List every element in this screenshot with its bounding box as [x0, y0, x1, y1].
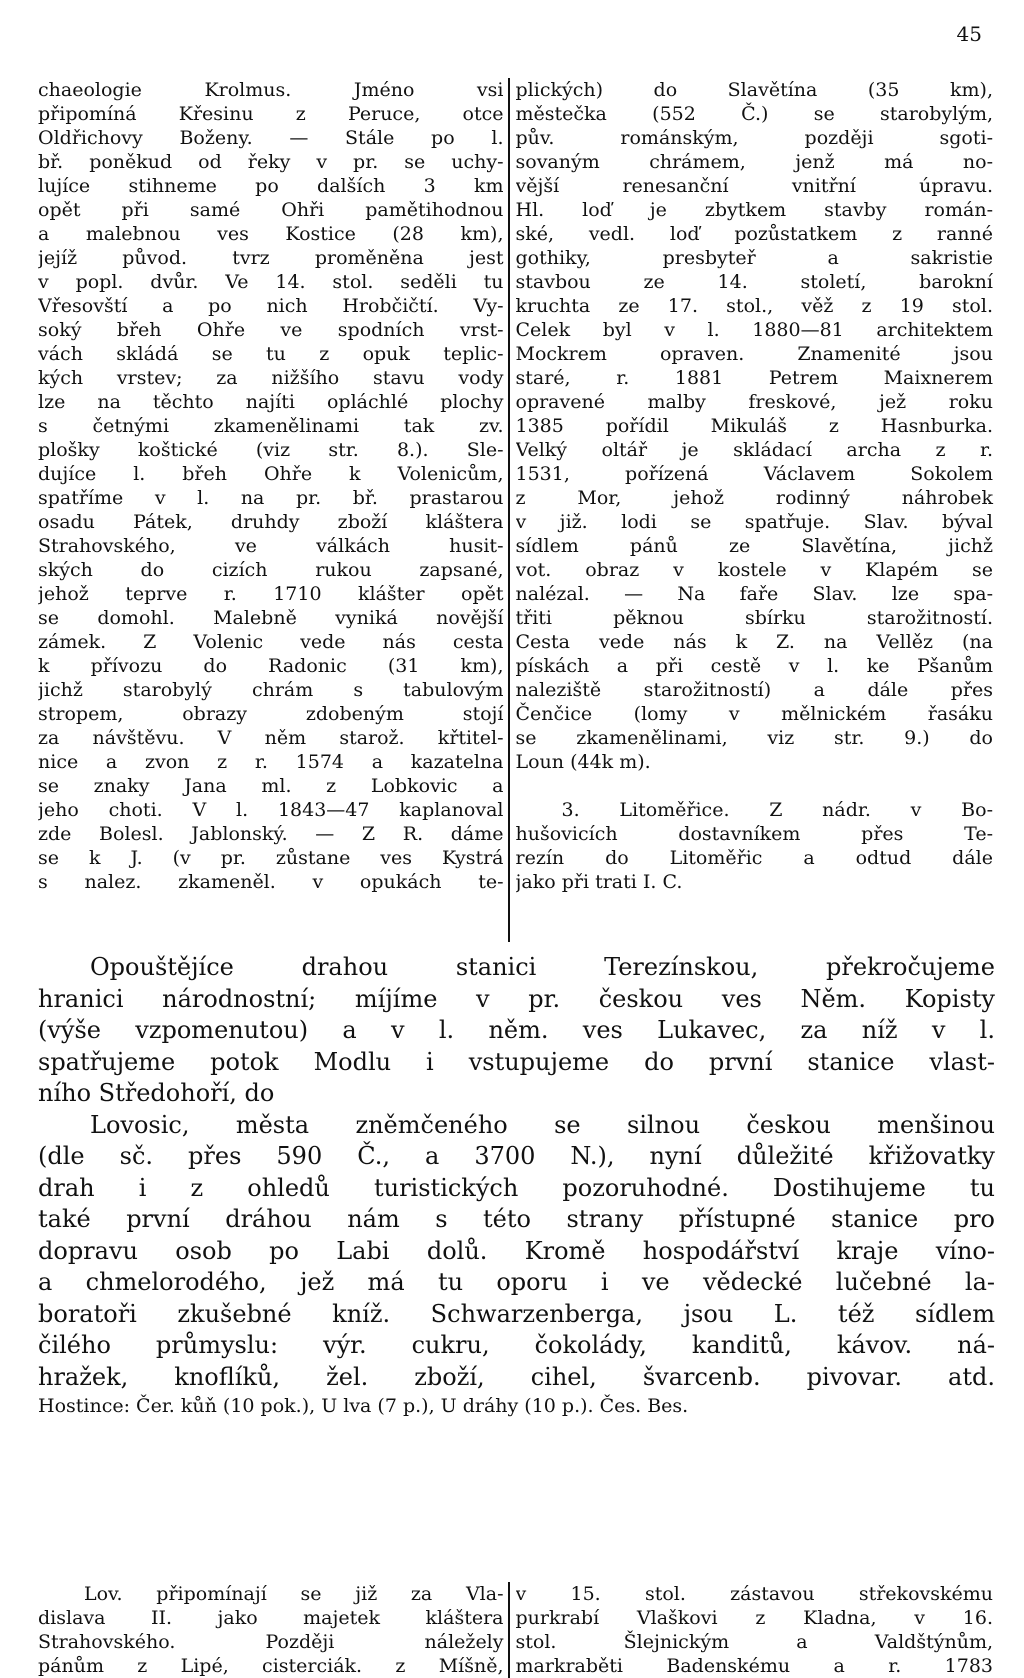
- left-column-line: jeho choti. V l. 1843—47 kaplanoval: [38, 799, 504, 821]
- body-text-line: hražek, knoflíků, žel. zboží, cihel, švarcenb. pivovar. atd.: [38, 1362, 995, 1391]
- bottom-right-line: v 15. stol. zástavou střekovskému: [515, 1583, 993, 1605]
- right-column: [510, 78, 996, 942]
- left-column-line: stropem, obrazy zdobeným stojí: [38, 703, 504, 725]
- right-column-line: 3. Litoměřice. Z nádr. v Bo-: [561, 799, 993, 821]
- left-column-line: Vřesovští a po nich Hrobčičtí. Vy-: [38, 295, 504, 317]
- two-column-section: [38, 78, 995, 942]
- right-column-line: [516, 774, 996, 798]
- left-column-line: zámek. Z Volenic vede nás cesta: [38, 631, 504, 653]
- left-column-line: dujíce l. břeh Ohře k Volenicům,: [38, 463, 504, 485]
- right-column-line: Mockrem opraven. Znamenité jsou: [515, 343, 993, 365]
- body-text-line: a chmelorodého, jež má tu oporu i ve vědecké lučebné la-: [38, 1268, 995, 1296]
- right-column-line: vot. obraz v kostele v Klapém se: [515, 559, 993, 581]
- left-column-line: se k J. (v pr. zůstane ves Kystrá: [38, 847, 504, 869]
- page-number: 45: [956, 22, 982, 46]
- left-column-line: nice a zvon z r. 1574 a kazatelna: [38, 751, 504, 773]
- right-column-line: Čenčice (lomy v mělnickém řasáku: [515, 703, 993, 725]
- left-column-line: kých vrstev; za nižšího stavu vody: [38, 367, 504, 389]
- left-column-line: za návštěvu. V něm starož. křtitel-: [38, 727, 504, 749]
- right-column-line: Cesta vede nás k Z. na Vellěz (na: [515, 631, 993, 653]
- body-text-line: Opouštějíce drahou stanici Terezínskou, překročujeme: [90, 953, 995, 981]
- left-column-line: osadu Pátek, druhdy zboží kláštera: [38, 511, 504, 533]
- left-column-line: v popl. dvůr. Ve 14. stol. seděli tu: [38, 271, 504, 293]
- left-column-line: plošky koštické (viz str. 8.). Sle-: [38, 439, 504, 461]
- left-column-line: zde Bolesl. Jablonský. — Z R. dáme: [38, 823, 504, 845]
- full-width-section: [38, 952, 995, 1420]
- right-column-line: Loun (44k m).: [515, 751, 651, 773]
- left-column-line: s četnými zkamenělinami tak zv.: [38, 415, 504, 437]
- left-column-line: ských do cizích rukou zapsané,: [38, 559, 504, 581]
- right-column-line: Celek byl v l. 1880—81 architektem: [515, 319, 993, 341]
- bottom-right-line: purkrabí Vlaškovi z Kladna, v 16.: [515, 1607, 993, 1629]
- left-column-line: bř. poněkud od řeky v pr. se uchy-: [38, 151, 504, 173]
- left-column-line: soký břeh Ohře ve spodních vrst-: [38, 319, 504, 341]
- bottom-left-line: Lov. připomínají se již za Vla-: [84, 1583, 504, 1605]
- left-column-line: jehož teprve r. 1710 klášter opět: [38, 583, 504, 605]
- right-column-line: kruchta ze 17. stol., věž z 19 stol.: [515, 295, 993, 317]
- right-column-line: 1531, pořízená Václavem Sokolem: [515, 463, 993, 485]
- bottom-right-line: markraběti Badenskému a r. 1783: [515, 1655, 993, 1677]
- bottom-left-line: Strahovského. Později náležely: [38, 1631, 504, 1653]
- left-column-line: a malebnou ves Kostice (28 km),: [38, 223, 504, 245]
- right-column-line: 1385 pořídil Mikuláš z Hasnburka.: [515, 415, 993, 437]
- right-column-line: opravené malby freskové, jež roku: [515, 391, 993, 413]
- body-text-line: také první dráhou nám s této strany přístupné stanice pro: [38, 1205, 995, 1233]
- right-column-line: nalézal. — Na faře Slav. lze spa-: [515, 583, 993, 605]
- right-column-line: Velký oltář je skládací archa z r.: [515, 439, 993, 461]
- right-column-line: městečka (552 Č.) se starobylým,: [515, 103, 993, 125]
- left-column-line: chaeologie Krolmus. Jméno vsi: [38, 79, 504, 101]
- right-column-line: jako při trati I. C.: [515, 871, 683, 893]
- left-column-line: se domohl. Malebně vyniká novější: [38, 607, 504, 629]
- body-text-line: drah i z ohledů turistických pozoruhodné. Dostihujeme tu: [38, 1173, 995, 1202]
- bottom-left-column: [38, 1582, 510, 1678]
- left-column-line: jichž starobylý chrám s tabulovým: [38, 679, 504, 701]
- left-column-line: se znaky Jana ml. z Lobkovic a: [38, 775, 504, 797]
- body-text-line: čilého průmyslu: výr. cukru, čokolády, kanditů, kávov. ná-: [38, 1331, 995, 1359]
- body-text-line: Lovosic, města zněmčeného se silnou českou menšinou: [90, 1110, 995, 1139]
- left-column-line: vách skládá se tu z opuk teplic-: [38, 343, 504, 365]
- right-column-line: gothiky, presbyteř a sakristie: [515, 247, 993, 269]
- right-column-line: sovaným chrámem, jenž má no-: [515, 151, 993, 173]
- body-text-line: (výše vzpomenutou) a v l. něm. ves Lukavec, za níž v l.: [38, 1016, 995, 1044]
- left-column-line: Oldřichovy Boženy. — Stále po l.: [38, 127, 504, 149]
- bottom-right-line: stol. Šlejnickým a Valdštýnům,: [515, 1631, 993, 1653]
- right-column-line: stavbou ze 14. století, barokní: [515, 271, 993, 293]
- body-text-line: (dle sč. přes 590 Č., a 3700 N.), nyní důležité křižovatky: [38, 1142, 995, 1170]
- right-column-line: třiti pěknou sbírku starožitností.: [515, 607, 993, 629]
- left-column-line: opět při samé Ohři pamětihodnou: [38, 199, 504, 221]
- bottom-two-column-section: [38, 1582, 995, 1678]
- left-column: [38, 78, 510, 942]
- right-column-line: ské, vedl. loď pozůstatkem z ranné: [515, 223, 993, 245]
- bottom-left-line: dislava II. jako majetek kláštera: [38, 1607, 504, 1629]
- right-column-line: naleziště starožitností) a dále přes: [515, 679, 993, 701]
- body-text-line: dopravu osob po Labi dolů. Kromě hospodářství kraje víno-: [38, 1236, 995, 1265]
- body-text-line: hranici národnostní; míjíme v pr. českou ves Něm. Kopisty: [38, 984, 995, 1013]
- body-text-line: spatřujeme potok Modlu i vstupujeme do první stanice vlast-: [38, 1047, 995, 1076]
- left-column-line: jejíž původ. tvrz proměněna jest: [38, 247, 504, 269]
- bottom-left-line: pánům z Lipé, cisterciák. z Míšně,: [38, 1655, 504, 1677]
- body-text-line: ního Středohoří, do: [38, 1079, 275, 1107]
- right-column-line: z Mor, jehož rodinný náhrobek: [515, 487, 993, 509]
- left-column-line: lujíce stihneme po dalších 3 km: [38, 175, 504, 197]
- right-column-line: plických) do Slavětína (35 km),: [515, 79, 993, 101]
- right-column-line: v již. lodi se spatřuje. Slav. býval: [515, 511, 993, 533]
- right-column-line: Hl. loď je zbytkem stavby román-: [515, 199, 993, 221]
- right-column-line: staré, r. 1881 Petrem Maixnerem: [515, 367, 993, 389]
- left-column-line: k přívozu do Radonic (31 km),: [38, 655, 504, 677]
- right-column-line: pískách a při cestě v l. ke Pšanům: [515, 655, 993, 677]
- right-column-line: se zkamenělinami, viz str. 9.) do: [515, 727, 993, 749]
- right-column-line: pův. románským, později sgoti-: [515, 127, 993, 149]
- left-column-line: spatříme v l. na pr. bř. prastarou: [38, 487, 504, 509]
- left-column-line: Strahovského, ve válkách husit-: [38, 535, 504, 557]
- left-column-line: lze na těchto najíti opláchlé plochy: [38, 391, 504, 413]
- right-column-line: sídlem pánů ze Slavětína, jichž: [515, 535, 993, 557]
- right-column-line: hušovicích dostavníkem přes Te-: [515, 823, 993, 845]
- body-text-line: Hostince: Čer. kůň (10 pok.), U lva (7 p.), U dráhy (10 p.). Čes. Bes.: [38, 1395, 689, 1417]
- body-text-line: boratoři zkušebné kníž. Schwarzenberga, jsou L. též sídlem: [38, 1299, 995, 1328]
- right-column-line: rezín do Litoměřic a odtud dále: [515, 847, 993, 869]
- left-column-line: připomíná Křesinu z Peruce, otce: [38, 103, 504, 125]
- right-column-line: vější renesanční vnitřní úpravu.: [515, 175, 993, 197]
- bottom-right-column: [510, 1582, 996, 1678]
- left-column-line: s nalez. zkameněl. v opukách te-: [38, 871, 504, 893]
